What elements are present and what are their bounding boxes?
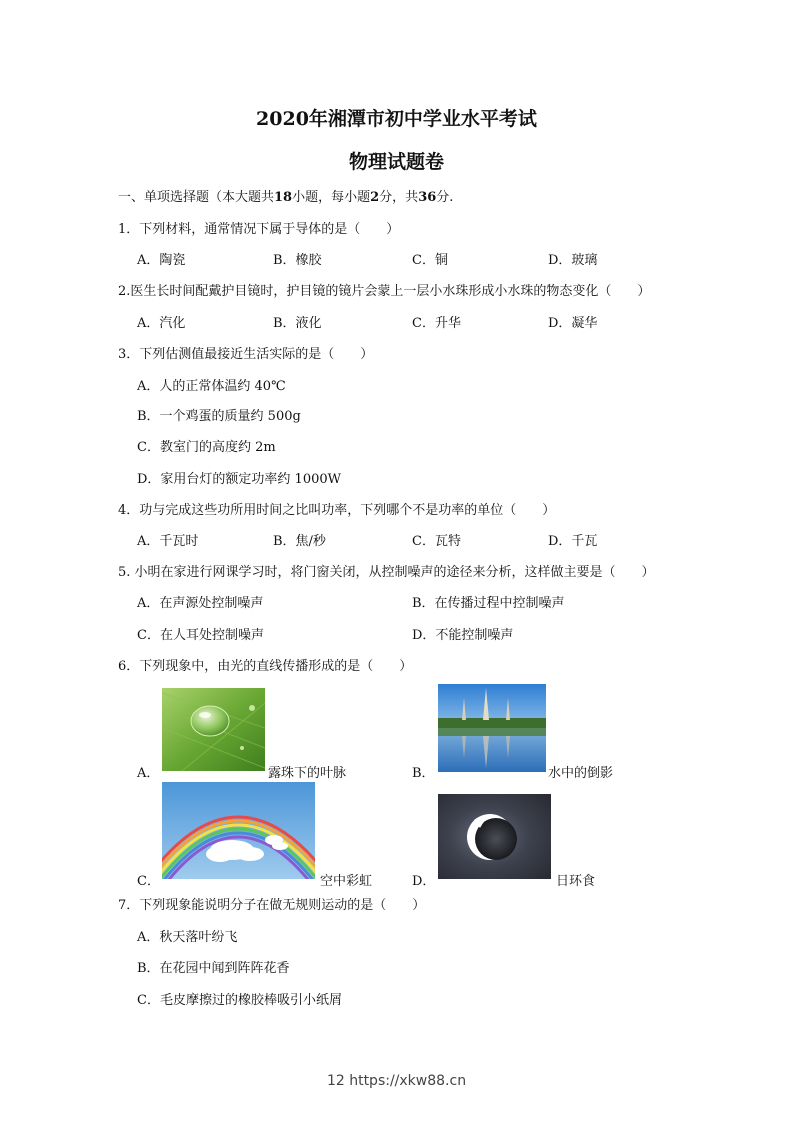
q1-option-c: C．铜: [412, 253, 448, 268]
question-4-stem: 4．功与完成这些功所用时间之比叫功率，下列哪个不是功率的单位（ ）: [118, 503, 556, 518]
q1-option-b: B．橡胶: [273, 253, 322, 268]
q5-option-a: A．在声源处控制噪声: [137, 596, 264, 611]
q2-option-c: C．升华: [412, 316, 461, 331]
q6-option-b-letter: B．: [412, 766, 435, 781]
q6-option-a-caption: 露珠下的叶脉: [268, 766, 347, 781]
dewdrop-leaf-image: [162, 688, 265, 771]
question-7-stem: 7．下列现象能说明分子在做无规则运动的是（ ）: [118, 898, 426, 913]
q2-option-d: D．凝华: [548, 316, 598, 331]
q7-option-a: A．秋天落叶纷飞: [137, 930, 238, 945]
rainbow-image: [162, 782, 315, 879]
question-3-stem: 3．下列估测值最接近生活实际的是（ ）: [118, 347, 374, 362]
question-5-stem: 5. 小明在家进行网课学习时，将门窗关闭，从控制噪声的途径来分析，这样做主要是（ ）: [118, 565, 655, 580]
annular-eclipse-image: [438, 794, 551, 879]
q5-option-d: D．不能控制噪声: [412, 628, 514, 643]
q3-option-c: C．教室门的高度约 2m: [137, 440, 276, 455]
q1-option-a: A．陶瓷: [137, 253, 186, 268]
q6-option-d-caption: 日环食: [556, 874, 596, 889]
page-footer: 12 https://xkw88.cn: [326, 1073, 467, 1089]
q6-option-a-letter: A．: [137, 766, 160, 781]
pagoda-reflection-image: [438, 684, 546, 772]
q7-option-b: B．在花园中闻到阵阵花香: [137, 961, 290, 976]
q6-option-c-letter: C．: [137, 874, 160, 889]
q2-option-a: A．汽化: [137, 316, 186, 331]
q5-option-c: C．在人耳处控制噪声: [137, 628, 264, 643]
q4-option-d: D．千瓦: [548, 534, 598, 549]
exam-title: 2020年湘潭市初中学业水平考试: [256, 108, 537, 130]
q4-option-c: C．瓦特: [412, 534, 461, 549]
q7-option-c: C．毛皮摩擦过的橡胶棒吸引小纸屑: [137, 993, 342, 1008]
question-6-stem: 6．下列现象中，由光的直线传播形成的是（ ）: [118, 659, 413, 674]
q2-option-b: B．液化: [273, 316, 322, 331]
q3-option-d: D．家用台灯的额定功率约 1000W: [137, 472, 342, 487]
q6-option-b-caption: 水中的倒影: [548, 766, 614, 781]
q1-option-d: D．玻璃: [548, 253, 598, 268]
q6-option-c-caption: 空中彩虹: [320, 874, 373, 889]
question-2-stem: 2.医生长时间配戴护目镜时，护目镜的镜片会蒙上一层小水珠形成小水珠的物态变化（ ）: [118, 284, 651, 299]
section-heading: 一、单项选择题（本大题共18小题，每小题2分，共36分.: [118, 190, 454, 205]
q4-option-b: B．焦/秒: [273, 534, 326, 549]
question-1-stem: 1．下列材料，通常情况下属于导体的是（ ）: [118, 222, 400, 237]
q6-option-d-letter: D．: [412, 874, 436, 889]
q3-option-b: B．一个鸡蛋的质量约 500g: [137, 409, 301, 424]
paper-subtitle: 物理试题卷: [348, 151, 444, 173]
q4-option-a: A．千瓦时: [137, 534, 199, 549]
q3-option-a: A．人的正常体温约 40℃: [137, 379, 286, 394]
q5-option-b: B．在传播过程中控制噪声: [412, 596, 565, 611]
